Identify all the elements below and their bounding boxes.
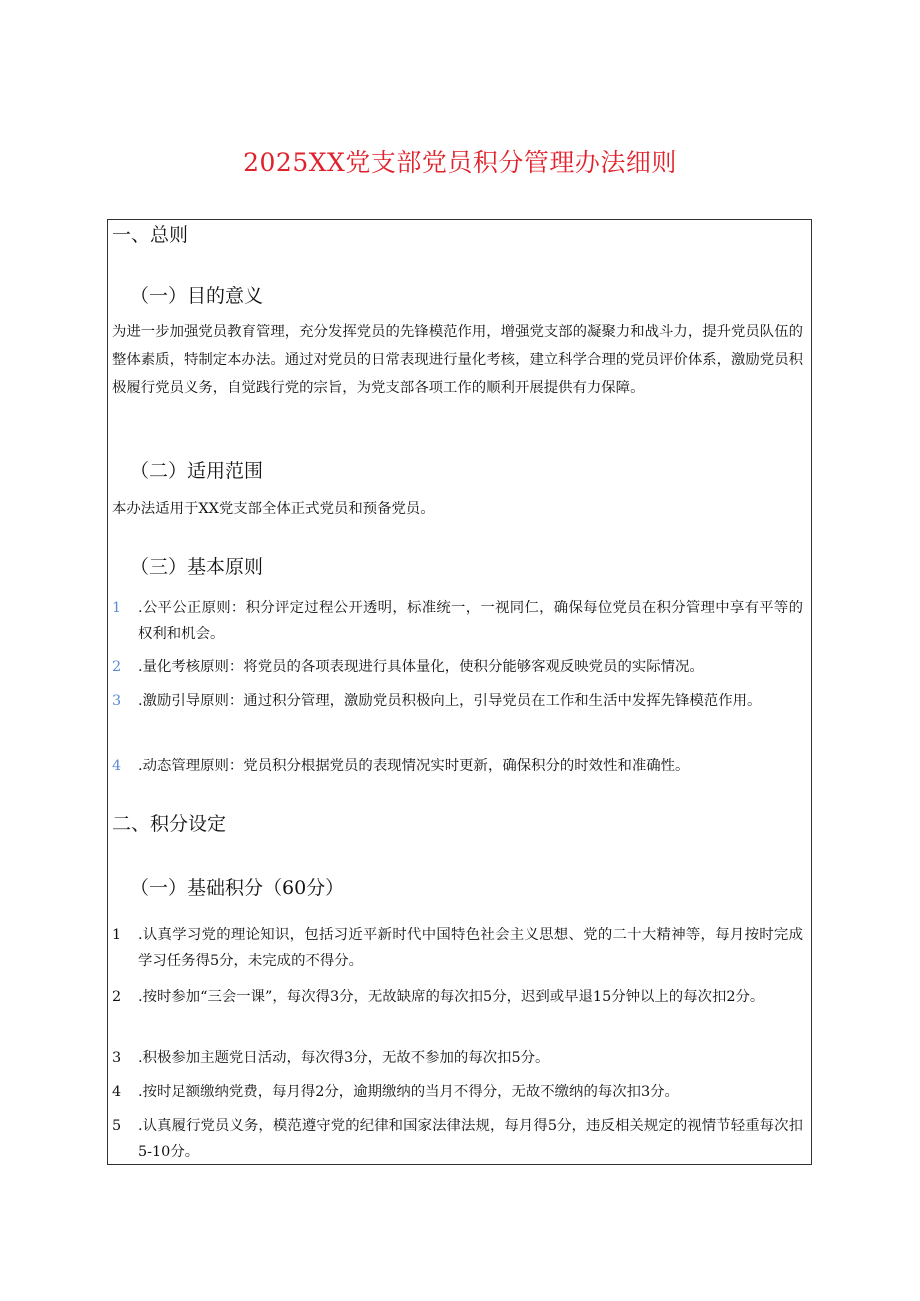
purpose-paragraph: 为进一步加强党员教育管理，充分发挥党员的先锋模范作用，增强党支部的凝聚力和战斗力，提升党员队伍的整体素质，特制定本办法。通过对党员的日常表现进行量化考核，建立科学合理的党员评价体系，激励党员积极履行党员义务，自觉践行党的宗旨，为党支部各项工作的顺利开展提供有力保障。 (112, 324, 803, 396)
subsection-heading-principles: （三）基本原则 (130, 556, 264, 578)
document-title: 2025XX党支部党员积分管理办法细则 (243, 148, 677, 177)
principle-item (112, 654, 803, 680)
list-number: 4 (112, 1084, 122, 1100)
principle-item (112, 595, 803, 647)
list-item-text: .认真履行党员义务，模范遵守党的纪律和国家法律法规，每月得5分，违反相关规定的视情节轻重每次扣5-10分。 (138, 1118, 803, 1160)
list-item-text: .动态管理原则：党员积分根据党员的表现情况实时更新，确保积分的时效性和准确性。 (138, 758, 690, 774)
list-number: 1 (112, 927, 122, 943)
base-points-item (112, 922, 803, 974)
principle-item (112, 688, 803, 714)
list-item-text: .激励引导原则：通过积分管理，激励党员积极向上，引导党员在工作和生活中发挥先锋模范作用。 (138, 693, 762, 709)
scope-paragraph: 本办法适用于XX党支部全体正式党员和预备党员。 (112, 501, 435, 517)
base-points-item (112, 984, 803, 1010)
section-heading-points: 二、积分设定 (112, 813, 227, 835)
list-item-text: .积极参加主题党日活动，每次得3分，无故不参加的每次扣5分。 (138, 1050, 550, 1066)
subsection-heading-purpose: （一）目的意义 (130, 285, 264, 307)
section-heading-general: 一、总则 (112, 224, 189, 246)
subsection-heading-scope: （二）适用范围 (130, 460, 264, 482)
principle-item (112, 753, 803, 779)
list-item-text: .按时足额缴纳党费，每月得2分，逾期缴纳的当月不得分，无故不缴纳的每次扣3分。 (138, 1084, 679, 1100)
list-number: 3 (112, 693, 122, 709)
list-number: 3 (112, 1050, 122, 1066)
base-points-item (112, 1079, 803, 1105)
base-points-item (112, 1113, 803, 1165)
list-number: 5 (112, 1118, 122, 1134)
base-points-item (112, 1045, 803, 1071)
list-number: 2 (112, 659, 122, 675)
subsection-heading-base-points: （一）基础积分（60分） (130, 877, 345, 899)
list-number: 4 (112, 758, 122, 774)
list-item-text: .公平公正原则：积分评定过程公开透明，标准统一，一视同仁，确保每位党员在积分管理中享有平等的权利和机会。 (138, 600, 803, 642)
list-number: 1 (112, 600, 122, 616)
list-item-text: .按时参加“三会一课”，每次得3分，无故缺席的每次扣5分，迟到或早退15分钟以上的每次扣2分。 (138, 989, 765, 1005)
list-number: 2 (112, 989, 122, 1005)
content-frame (107, 219, 812, 1165)
list-item-text: .认真学习党的理论知识，包括习近平新时代中国特色社会主义思想、党的二十大精神等，每月按时完成学习任务得5分，未完成的不得分。 (138, 927, 803, 969)
list-item-text: .量化考核原则：将党员的各项表现进行具体量化，使积分能够客观反映党员的实际情况。 (138, 659, 704, 675)
